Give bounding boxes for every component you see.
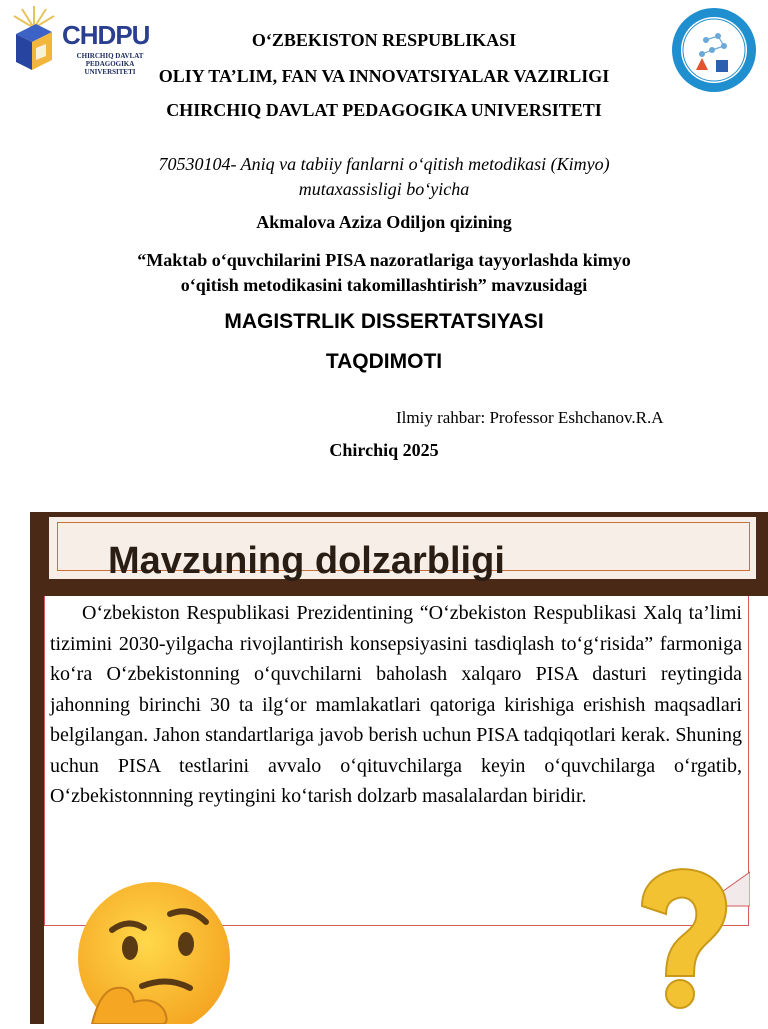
university-title: CHIRCHIQ DAVLAT PEDAGOGIKA UNIVERSITETI [166, 100, 602, 120]
thinking-face [72, 878, 232, 1024]
dissertation-topic: “Maktab o‘quvchilarini PISA nazoratlariga tayyorlashda kimyo o‘qitish metodikasini takomillashtirish” mavzusidagi [137, 250, 631, 295]
logo-brand: CHDPU [62, 20, 150, 50]
dissertation-label: MAGISTRLIK DISSERTATSIYASI [224, 310, 544, 333]
question-mark-head [632, 866, 750, 1010]
advisor: Ilmiy rahbar: Professor Eshchanov.R.A [396, 408, 664, 427]
author-name: Akmalova Aziza Odiljon qizining [256, 212, 512, 232]
republic-title: O‘ZBEKISTON RESPUBLIKASI [251, 30, 517, 50]
ministry-title: OLIY TA’LIM, FAN VA INNOVATSIYALAR VAZIRLIGI [158, 66, 610, 86]
specialty: 70530104- Aniq va tabiiy fanlarni o‘qitish metodikasi (Kimyo) mutaxassisligi bo‘yicha [158, 154, 610, 199]
thinking-face-icon [72, 878, 232, 1024]
city-year: Chirchiq 2025 [329, 440, 439, 460]
question-mark-head-icon [632, 866, 750, 1010]
slide-frame-left [30, 512, 44, 1024]
logo-subtitle: CHIRCHIQ DAVLAT PEDAGOGIKA UNIVERSITETI [76, 52, 144, 76]
slide-paragraph: O‘zbekiston Respublikasi Prezidentining “O‘zbekiston Respublikasi Xalq ta’limi tizimini 2030-yilgacha rivojlantirish konsepsiyasini tasdiqlash to‘g‘risida” farmoniga ko‘ra O‘zbekistonning o‘quvchilarni baholash xalqaro PISA dasturi reytingida jahonning birinchi 30 ta ilg‘or mamlakatlari qatoriga kirishiga erishish maqsadlari belgilangan. Jahon standartlariga javob berish uchun PISA tadqiqotlari kerak. Shuning uchun PISA testlarini avvalo o‘qituvchilarga keyin o‘quvchilarga o‘rgatib, O‘zbekistonnning reytingini ko‘tarish dolzarb masalalardan biridir. [50, 602, 742, 807]
presentation-label: TAQDIMOTI [325, 350, 443, 373]
slide-title: Mavzuning dolzarbligi [108, 540, 505, 582]
